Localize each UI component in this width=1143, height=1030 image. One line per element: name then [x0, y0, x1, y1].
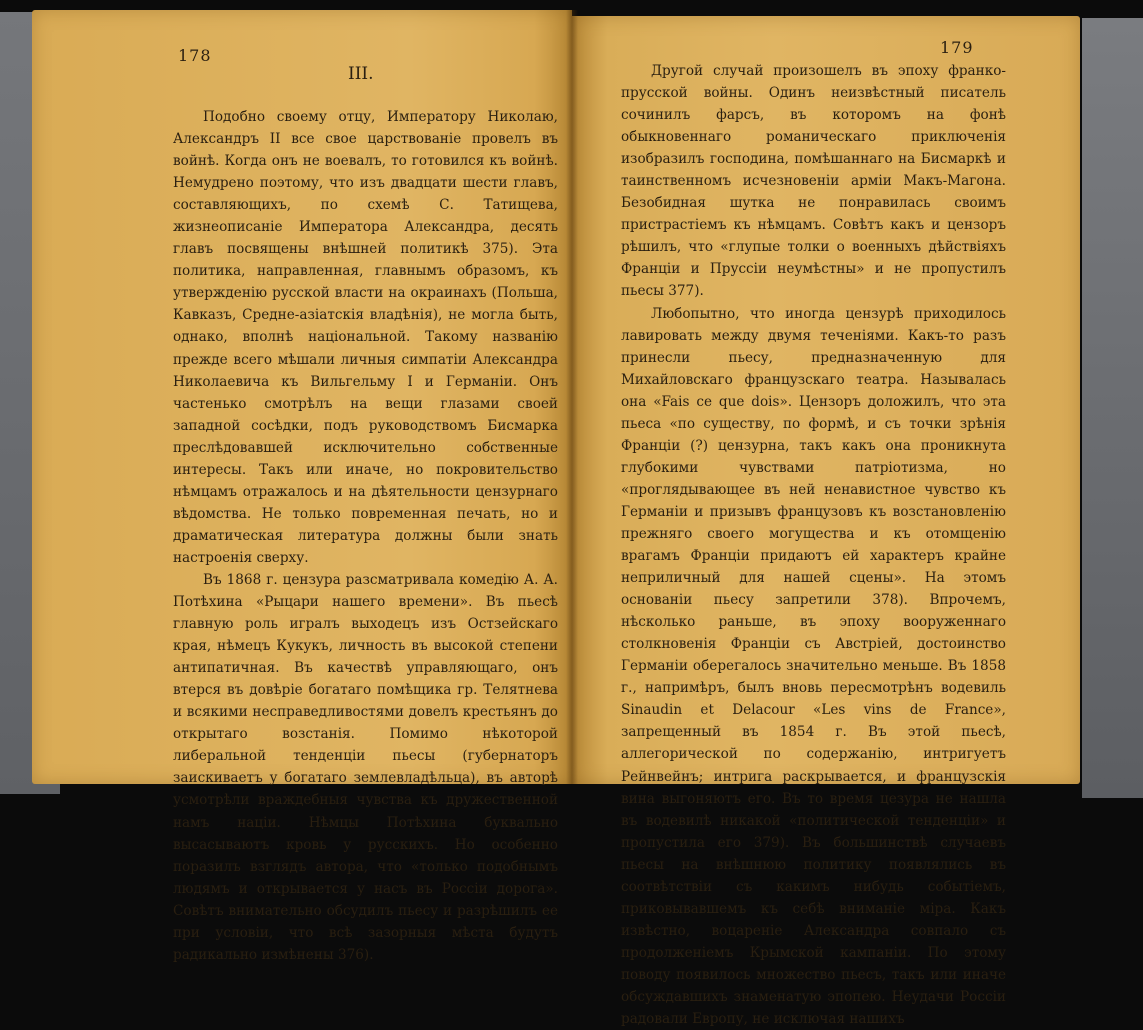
- right-page: [572, 16, 1080, 1028]
- paragraph: Подобно своему отцу, Императору Николаю, Александръ II все свое царствованіе провелъ въ войнѣ. Когда онъ не воевалъ, то готовился къ войнѣ. Немудрено поэтому, что изъ двадцати шести главъ, составляющихъ, по схемѣ С. Татищева, жизнеописаніе Императора Александра, десять главъ посвящены внѣшней политикѣ 375). Эта политика, направленная, главнымъ образомъ, къ утвержденію русской власти на окраинахъ (Польша, Кавказъ, Средне-азіатскія владѣнія), не могла быть, однако, вполнѣ національной. Такому названію прежде всего мѣшали личныя симпатіи Александра Николаевича къ Вильгельму I и Германіи. Онъ частенько смотрѣлъ на вещи глазами своей западной сосѣдки, подъ руководствомъ Бисмарка преслѣдовавшей исключительно собственные интересы. Такъ или иначе, но покровительство нѣмцамъ отражалось и на дѣятельности цензурнаго вѣдомства. Не только повременная печать, но и драматическая литература должны были знать настроенія сверху.: [173, 109, 558, 566]
- page-body: [621, 60, 1006, 1030]
- paragraph: Любопытно, что иногда цензурѣ приходилось лавировать между двумя теченіями. Какъ-то разъ принесли пьесу, предназначенную для Михайловскаго французскаго театра. Называлась она «Fais ce que dois». Цензоръ доложилъ, что эта пьеса «по существу, по формѣ, и съ точки зрѣнія Франціи (?) цензурна, такъ какъ она проникнута глубокими чувствами патріотизма, но «проглядывающее въ ней ненавистное чувство къ Германіи и призывъ французовъ къ возстановленію прежняго своего могущества и къ отомщенію врагамъ Франціи придаютъ ей характеръ крайне неприличный для нашей сцены». На этомъ основаніи пьесу запретили 378). Впрочемъ, нѣсколько раньше, въ эпоху вооруженнаго столкновенія Франціи съ Австріей, достоинство Германіи оберегалось значительно меньше. Въ 1858 г., напримѣръ, былъ вновь пересмотрѣнъ водевиль Sinaudin et Delacour «Les vins de France», запрещенный въ 1854 г. Въ этой пьесѣ, аллегорической по содержанію, интригуетъ Рейнвейнъ; интрига раскрывается, и французскія вина выгоняютъ его. Въ то время цезура не нашла въ водевилѣ никакой «политической тенденціи» и пропустила его 379). Въ большинствѣ случаевъ пьесы на внѣшнюю политику появлялись въ соотвѣтствіи съ какимъ нибудь событіемъ, приковывавшемъ къ себѣ вниманіе міра. Какъ извѣстно, воцареніе Александра совпало съ продолженіемъ Крымской кампаніи. По этому поводу появилось множество пьесъ, такъ или иначе обсуждавшихъ знаменатую эпопею. Неудачи Россіи радовали Европу, не исключая нашихъ: [621, 305, 1006, 1028]
- right-book-cover: [1082, 18, 1143, 798]
- page-number: 178: [178, 46, 212, 65]
- page-number: 179: [940, 38, 974, 57]
- paragraph: Въ 1868 г. цензура разсматривала комедію А. А. Потѣхина «Рыцари нашего времени». Въ пьесѣ главную роль игралъ выходецъ изъ Остзейскаго края, нѣмецъ Кукукъ, личность въ высокой степени антипатичная. Въ качествѣ управляющаго, онъ втерся въ довѣріе богатаго помѣщика гр. Телятнева и всякими несправедливостями довелъ крестьянъ до открытаго возстанія. Помимо нѣкоторой либеральной тенденціи пьесы (губернаторъ заискиваетъ у богатаго землевладѣльца), въ авторѣ усмотрѣли враждебныя чувства къ дружественной намъ націи. Нѣмцы Потѣхина буквально высасываютъ кровь у русскихъ. Но особенно поразилъ взглядъ автора, что «только подобнымъ людямъ и открывается у насъ въ Россіи дорога». Совѣтъ внимательно обсудилъ пьесу и разрѣшилъ ее при условіи, что всѣ зазорныя мѣста будутъ радикально измѣнены 376).: [173, 571, 558, 963]
- page-body: [173, 106, 558, 966]
- book-gutter: [566, 10, 578, 784]
- left-page: [32, 10, 572, 963]
- chapter-heading: III.: [348, 64, 374, 84]
- paragraph: Другой случай произошелъ въ эпоху франко-прусской войны. Одинъ неизвѣстный писатель сочинилъ фарсъ, въ которомъ на фонѣ обыкновеннаго романическаго приключенія изобразилъ господина, помѣшаннаго на Бисмаркѣ и таинственномъ исчезновеніи арміи Макъ-Магона. Безобидная шутка не понравилась своимъ пристрастіемъ къ нѣмцамъ. Совѣтъ какъ и цензоръ рѣшилъ, что «глупые толки о военныхъ дѣйствіяхъ Франціи и Пруссіи неумѣстны» и не пропустилъ пьесы 377).: [621, 63, 1006, 300]
